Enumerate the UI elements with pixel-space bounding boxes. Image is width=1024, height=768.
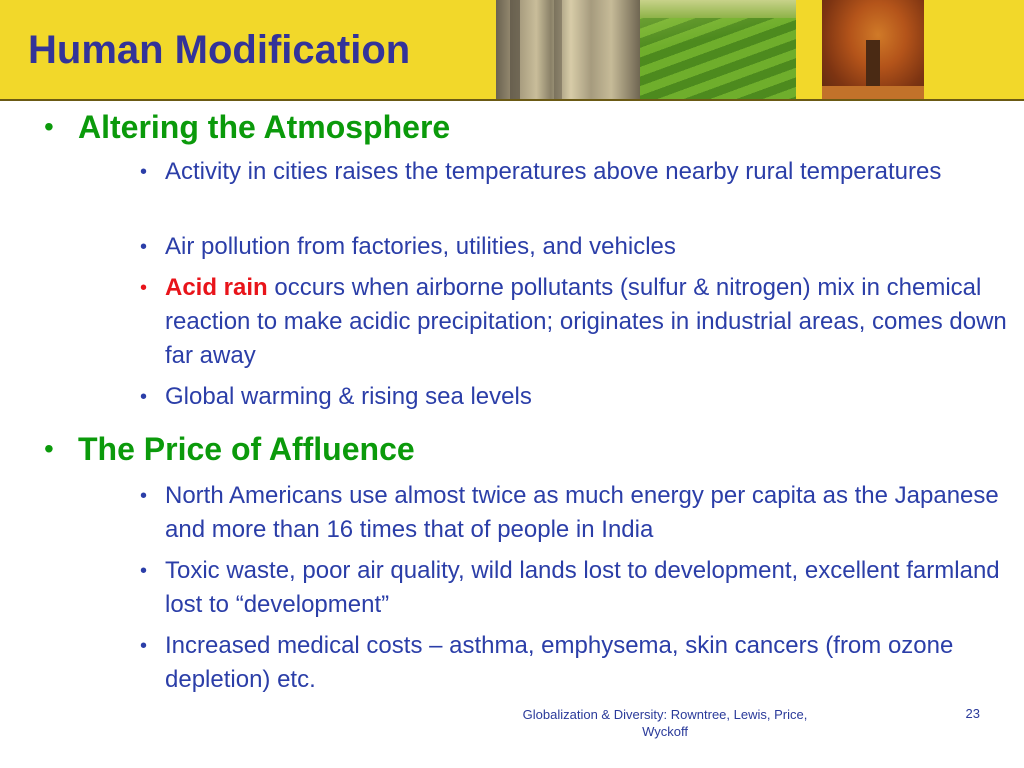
- slide-title: Human Modification: [28, 28, 411, 72]
- bullet-icon: •: [140, 485, 148, 507]
- bullet-icon: •: [140, 236, 148, 258]
- bullet-icon: •: [140, 560, 148, 582]
- bullet-icon: •: [140, 277, 148, 299]
- bullet-icon: •: [44, 433, 54, 464]
- list-item-text: [165, 271, 1016, 373]
- bullet-icon: •: [140, 635, 148, 657]
- list-item-text: North Americans use almost twice as much energy per capita as the Japanese and more than 16 times that of people in India: [165, 482, 999, 543]
- bullet-icon: •: [44, 111, 54, 142]
- bullet-icon: •: [140, 161, 148, 183]
- section-heading-text: The Price of Affluence: [78, 431, 415, 467]
- footer-source: Globalization & Diversity: Rowntree, Lewis, Price, Wyckoff: [522, 707, 808, 739]
- acid-rain-description: occurs when airborne pollutants (sulfur & nitrogen) mix in chemical reaction to make acidic precipitation; originates in industrial areas, comes down far away: [165, 274, 1007, 369]
- page-number: 23: [965, 706, 980, 721]
- list-item-text: Global warming & rising sea levels: [165, 383, 532, 410]
- bullet-icon: •: [140, 386, 148, 408]
- list-item-text: Activity in cities raises the temperatures above nearby rural temperatures: [165, 158, 942, 185]
- list-item-text: Air pollution from factories, utilities, and vehicles: [165, 233, 676, 260]
- section-heading-text: Altering the Atmosphere: [78, 109, 451, 145]
- list-item-text: Toxic waste, poor air quality, wild lands lost to development, excellent farmland lost to “development”: [165, 557, 1000, 618]
- acid-rain-term: Acid rain: [165, 274, 268, 301]
- list-item-text: Increased medical costs – asthma, emphysema, skin cancers (from ozone depletion) etc.: [165, 632, 954, 693]
